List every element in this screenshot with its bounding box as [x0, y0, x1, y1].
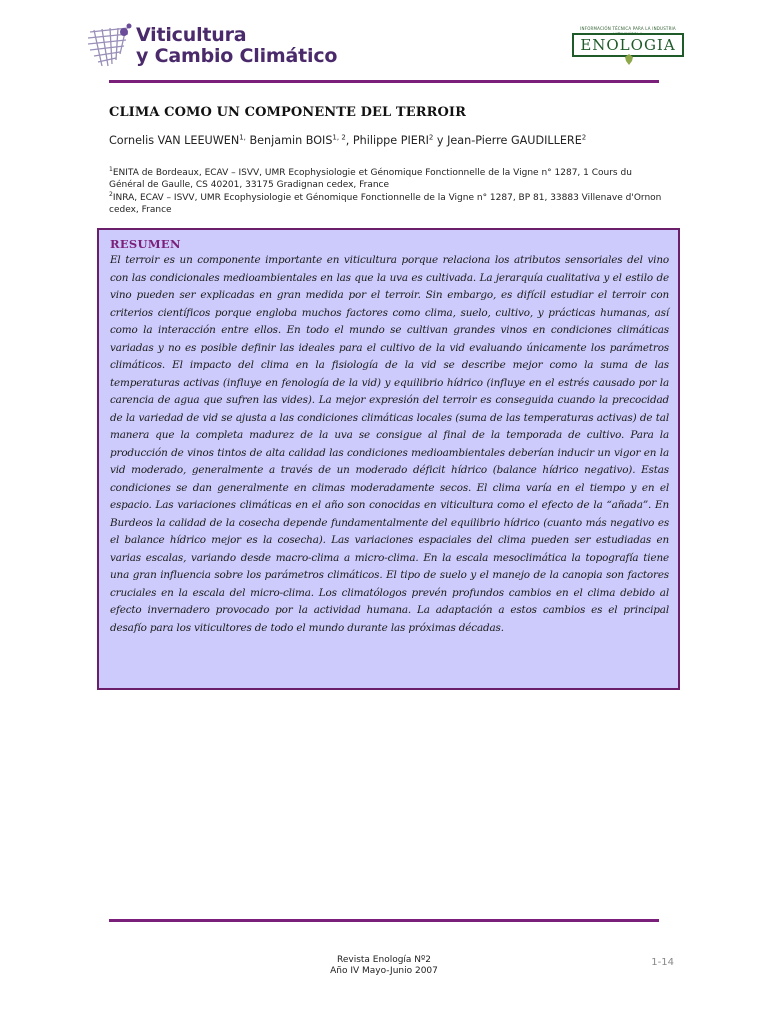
grape-cluster-logo-icon	[84, 22, 134, 72]
affiliation-2	[109, 193, 669, 216]
footer-divider	[109, 919, 659, 922]
author-affiliation-marker: 1,	[239, 133, 246, 142]
author-name: Benjamin BOIS	[249, 134, 333, 147]
article-title: CLIMA COMO UN COMPONENTE DEL TERROIR	[109, 105, 467, 120]
author-affiliation-marker: 1, 2	[332, 133, 346, 142]
abstract-body: El terroir es un componente importante en viticultura porque relaciona los atributos sensoriales del vino con las condicionales medioambientales en las que la uva es cultivada. La jerarquía cualitativa y el estilo de vino pueden ser explicadas en gran medida por el terroir. Sin embargo, es difícil estudiar el terroir con criterios científicos porque engloba muchos factores como clima, suelo, cultivo, y prácticas humanas, así como la interacción entre ellos. En todo el mundo se cultivan grandes vinos en condiciones climáticas variadas y no es posible definir las ideales para el cultivo de la vid evaluando únicamente los parámetros climáticos. El impacto del clima en la fisiología de la vid se describe mejor como la suma de las temperaturas activas (influye en fenología de la vid) y equilibrio hídrico (influye en el estrés causado por la carencia de agua que sufren las vides). La mejor expresión del terroir es conseguida cuando la precocidad de la variedad de vid se ajusta a las condiciones climáticas locales (suma de las temperaturas activas) de tal manera que la completa madurez de la uva se consigue al final de la temporada de cultivo. Para la producción de vinos tintos de alta calidad las condiciones medioambientales deberían inducir un vigor en la vid moderado, generalmente a través de un moderado déficit hídrico (balance hídrico negativo). Estas condiciones se dan generalmente en climas moderadamente secos. El clima varía en el tiempo y en el espacio. Las variaciones climáticas en el año son conocidas en viticultura como el efecto de la “añada”. En Burdeos la calidad de la cosecha depende fundamentalmente del equilibrio hídrico (cuanto más negativo es el balance hídrico mejor es la cosecha). Las variaciones espaciales del clima pueden ser estudiadas en varias escalas, variando desde macro-clima a micro-clima. En la escala mesoclimática la topografía tiene una gran influencia sobre los parámetros climáticos. El tipo de suelo y el manejo de la canopia son factores cruciales en la escala del micro-clima. Los climatólogos prevén profundos cambios en el clima debido al efecto invernadero provocado por la actividad humana. La adaptación a estos cambios es el principal desafío para los viticultores de todo el mundo durante las próximas décadas.	[110, 254, 669, 634]
header-divider	[109, 80, 659, 83]
enologia-logo-word: ENOLOGIA	[580, 36, 676, 54]
logo-line-2: y Cambio Climático	[136, 45, 338, 67]
enologia-logo	[572, 26, 684, 64]
affiliation-text: ENITA de Bordeaux, ECAV – ISVV, UMR Ecophysiologie et Génomique Fonctionnelle de la Vigne n° 1287, 1 Cours du Général de Gaulle, CS 40201, 33175 Gradignan cedex, France	[109, 168, 632, 190]
affiliation-1	[109, 168, 669, 191]
author-name: Philippe PIERI	[352, 134, 429, 147]
journal-issue-date: Año IV Mayo-Junio 2007	[330, 966, 438, 976]
affiliation-marker: 2	[109, 191, 113, 198]
affiliation-marker: 1	[109, 166, 113, 173]
viticultura-logo-text	[136, 25, 337, 67]
grape-leaf-icon	[620, 53, 638, 67]
enologia-logo-tagline: INFORMACIÓN TÉCNICA PARA LA INDUSTRIA	[580, 26, 676, 31]
journal-name: Revista Enología Nº2	[337, 955, 431, 965]
author-name: Jean-Pierre GAUDILLERE	[447, 134, 582, 147]
page-header	[0, 0, 768, 86]
author-affiliation-marker: 2	[581, 133, 587, 142]
abstract-box	[97, 228, 680, 690]
author-list	[109, 134, 669, 148]
abstract-heading: RESUMEN	[110, 237, 181, 251]
author-separator: ,	[345, 134, 353, 147]
journal-citation	[274, 955, 494, 977]
author-name: Cornelis VAN LEEUWEN	[109, 134, 240, 147]
author-separator: y	[433, 134, 448, 147]
viticultura-logo	[84, 22, 344, 76]
logo-line-1: Viticultura	[136, 24, 247, 46]
affiliation-text: INRA, ECAV – ISVV, UMR Ecophysiologie et Génomique Fonctionnelle de la Vigne n° 1287, BP 81, 33883 Villenave d'Ornon cedex, France	[109, 193, 662, 215]
page-number: 1-14	[651, 957, 674, 968]
author-affiliation-marker: 2	[428, 133, 434, 142]
